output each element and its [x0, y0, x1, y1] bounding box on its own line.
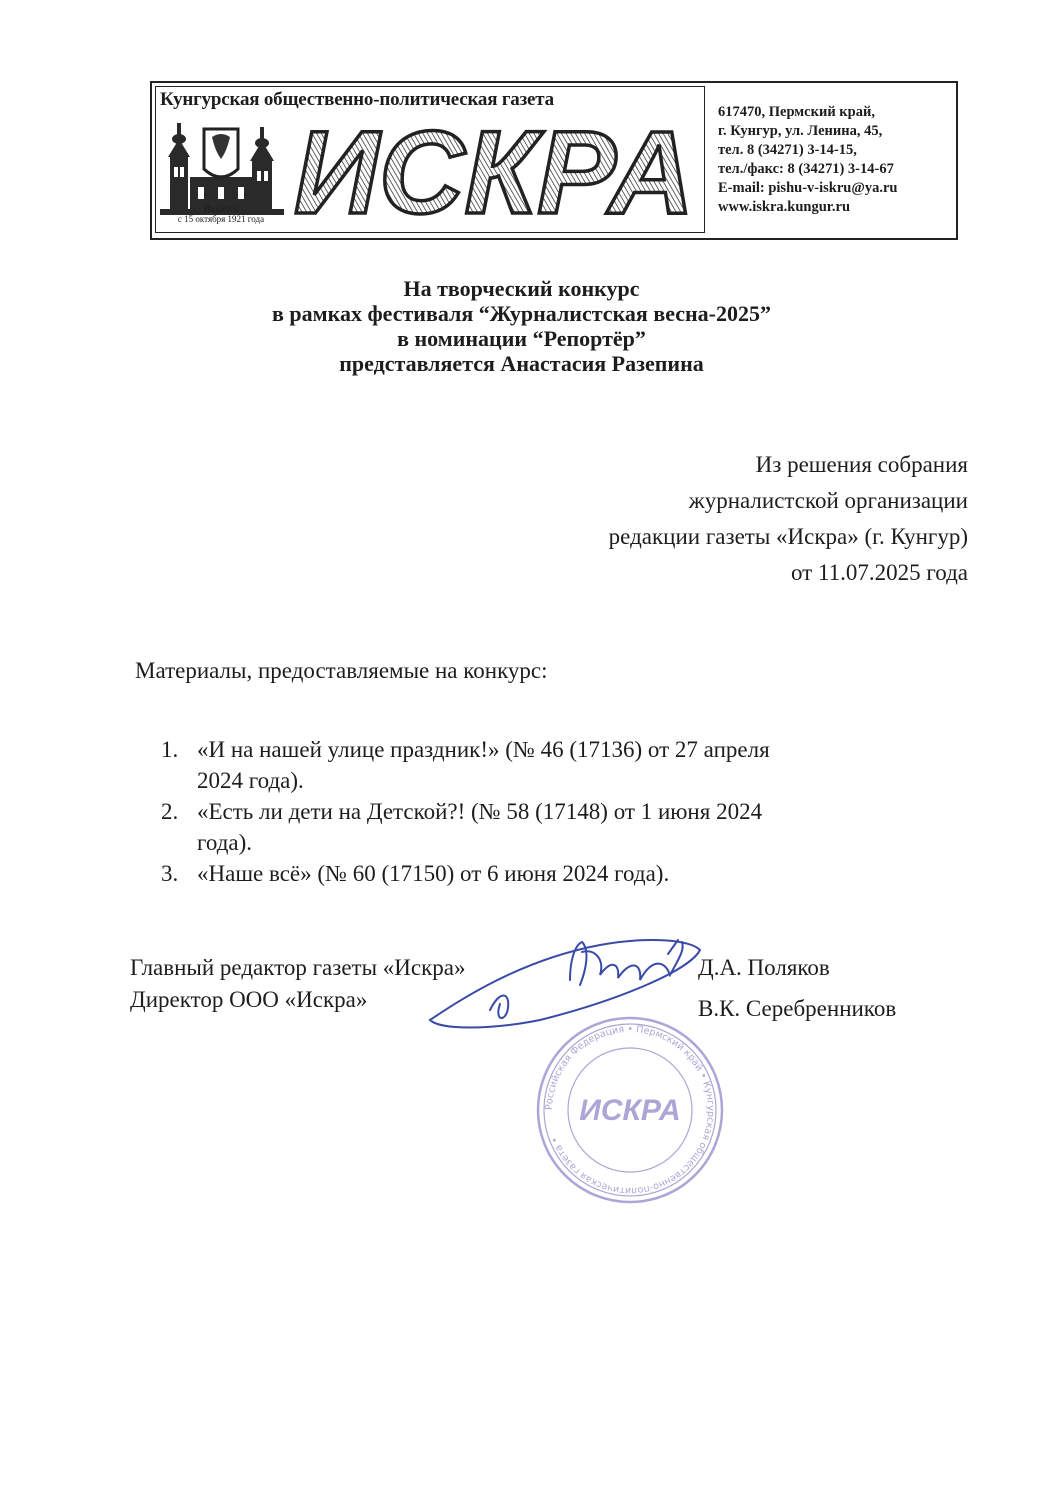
materials-list — [161, 734, 941, 889]
list-item-text: «И на нашей улице праздник!» (№ 46 (17136) от 27 апреля — [197, 737, 770, 762]
founded-note — [166, 204, 276, 224]
svg-text:Российская Федерация • Пермски: Российская Федерация • Пермский край • Кунгурская общественно-политическая газета • — [543, 1023, 717, 1197]
heading-line: в номинации “Репортёр” — [397, 326, 646, 351]
list-item-text: «Есть ли дети на Детской?! (№ 58 (17148) от 1 июня 2024 — [197, 799, 763, 824]
founded-note-line: Издается — [203, 204, 239, 214]
list-item-number: 3. — [161, 861, 179, 886]
contact-street: г. Кунгур, ул. Ленина, 45, — [718, 123, 883, 139]
list-item-text: 2024 года). — [197, 768, 304, 793]
contact-block — [718, 103, 958, 217]
decision-line: редакции газеты «Искра» (г. Кунгур) — [608, 524, 968, 549]
letterhead — [150, 81, 958, 240]
decision-line: Из решения собрания — [755, 452, 968, 477]
director-name: В.К. Серебренников — [698, 996, 897, 1021]
list-item-number: 1. — [161, 737, 179, 762]
contact-address: 617470, Пермский край, — [718, 104, 875, 120]
contact-phone: тел. 8 (34271) 3-14-15, — [718, 142, 857, 158]
decision-reference — [609, 447, 968, 591]
list-item-number: 2. — [161, 799, 179, 824]
svg-text:ИСКРА: ИСКРА — [294, 113, 694, 225]
list-item — [161, 734, 941, 796]
list-item — [161, 796, 941, 858]
iskra-logo — [286, 113, 702, 225]
editor-title: Главный редактор газеты «Искра» — [130, 955, 466, 980]
letterhead-banner — [155, 86, 705, 233]
contact-email: E-mail: pishu-v-iskru@ya.ru — [718, 180, 898, 196]
contact-website: www.iskra.kungur.ru — [718, 199, 851, 215]
heading-line: в рамках фестиваля “Журналистская весна-2025” — [272, 301, 771, 326]
decision-date: от 11.07.2025 года — [790, 560, 968, 585]
decision-line: журналистской организации — [688, 488, 968, 513]
svg-text:ИСКРА: ИСКРА — [579, 1094, 681, 1127]
heading-line: представляется Анастасия Разепина — [339, 351, 704, 376]
document-heading — [0, 276, 1043, 376]
list-item — [161, 858, 941, 889]
newspaper-subtitle: Кунгурская общественно-политическая газета — [160, 89, 554, 110]
materials-intro: Материалы, предоставляемые на конкурс: — [135, 658, 548, 683]
founded-note-line: с 15 октября 1921 года — [177, 214, 265, 224]
director-title: Директор ООО «Искра» — [130, 987, 368, 1012]
list-item-text: «Наше всё» (№ 60 (17150) от 6 июня 2024 года). — [197, 861, 670, 886]
editor-name: Д.А. Поляков — [698, 955, 830, 980]
list-item-text: года). — [197, 830, 253, 855]
heading-line: На творческий конкурс — [403, 276, 640, 301]
organization-stamp — [520, 1010, 740, 1210]
contact-fax: тел./факс: 8 (34271) 3-14-67 — [718, 161, 894, 177]
